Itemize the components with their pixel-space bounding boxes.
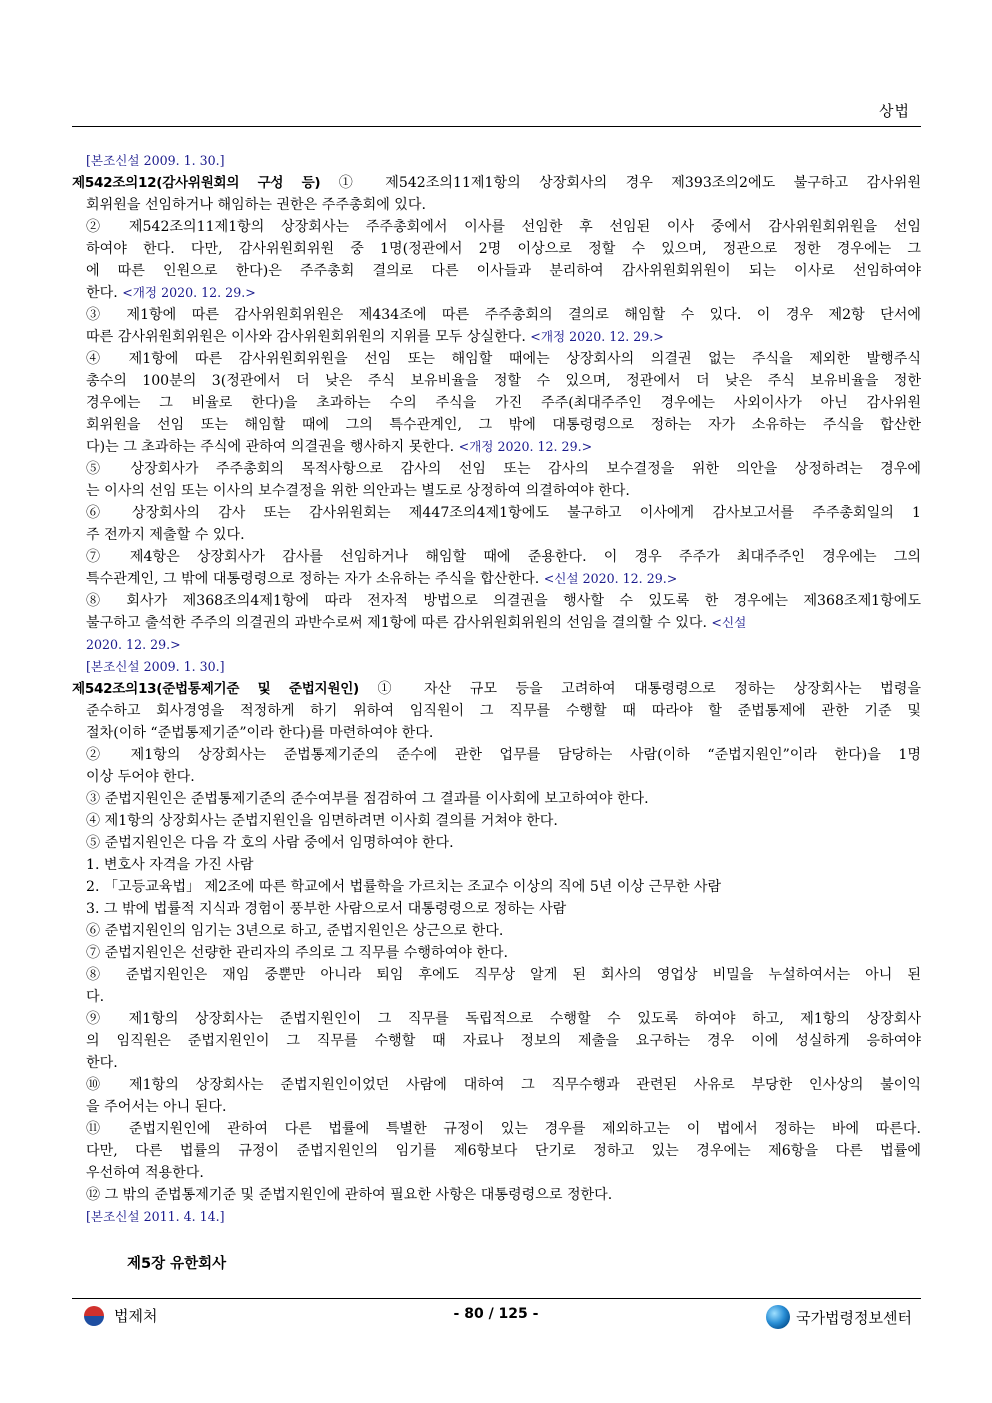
paragraph-line: 절차(이하 “준법통제기준”이라 한다)를 마련하여야 한다.: [86, 725, 434, 741]
paragraph-line: 다)는 그 초과하는 주식에 관하여 의결권을 행사하지 못한다.: [86, 439, 459, 455]
paragraph-line: ⑥ 준법지원인의 임기는 3년으로 하고, 준법지원인은 상근으로 한다.: [86, 923, 504, 939]
paragraph-line: 주 전까지 제출할 수 있다.: [86, 527, 245, 543]
article-heading: 제542조의13(준법통제기준 및 준법지원인): [72, 681, 359, 697]
law-center-logo-icon: [766, 1305, 790, 1329]
document-title: 상법: [879, 102, 910, 120]
paragraph-line: ⑦ 제4항은 상장회사가 감사를 선임하거나 해임할 때에 준용한다. 이 경우 주주가 최대주주인 경우에는 그의: [86, 549, 921, 565]
paragraph-line: ⑥ 상장회사의 감사 또는 감사위원회는 제447조의4제1항에도 불구하고 이사에게 감사보고서를 주주총회일의 1: [86, 505, 921, 521]
page-number: - 80 / 125 -: [453, 1306, 539, 1322]
paragraph-line: 특수관계인, 그 밖에 대통령령으로 정하는 자가 소유하는 주식을 합산한다.: [86, 571, 544, 587]
paragraph-line: ⑪ 준법지원인에 관하여 다른 법률에 특별한 규정이 있는 경우를 제외하고는 이 법에서 정하는 바에 따른다.: [86, 1121, 921, 1137]
amendment-note: <신설: [711, 615, 747, 630]
paragraph-line: ⑧ 준법지원인은 재임 중뿐만 아니라 퇴임 후에도 직무상 알게 된 회사의 영업상 비밀을 누설하여서는 아니 된: [86, 967, 921, 983]
paragraph-line: ⑫ 그 밖의 준법통제기준 및 준법지원인에 관하여 필요한 사항은 대통령령으로 정한다.: [86, 1187, 613, 1203]
law-center-label: 국가법령정보센터: [796, 1308, 912, 1327]
paragraph-line: 회위원을 선임하거나 해임하는 권한은 주주총회에 있다.: [86, 197, 427, 213]
enactment-note: [본조신설 2009. 1. 30.]: [86, 153, 225, 168]
paragraph-line: 는 이사의 선임 또는 이사의 보수결정을 위한 의안과는 별도로 상정하여 의결하여야 한다.: [86, 483, 630, 499]
paragraph-line: ⑤ 상장회사가 주주총회의 목적사항으로 감사의 선임 또는 감사의 보수결정을 위한 의안을 상정하려는 경우에: [86, 461, 921, 477]
list-item: 1. 변호사 자격을 가진 사람: [86, 857, 254, 873]
paragraph-line: 경우에는 그 비율로 한다)을 초과하는 수의 주식을 가진 주주(최대주주인 경우에는 사외이사가 아닌 감사위원: [86, 395, 921, 411]
paragraph-line: ① 자산 규모 등을 고려하여 대통령령으로 정하는 상장회사는 법령을: [358, 681, 921, 697]
paragraph-line: ② 제1항의 상장회사는 준법통제기준의 준수에 관한 업무를 담당하는 사람(이하 “준법지원인”이라 한다)을 1명: [86, 747, 921, 763]
article-heading: 제542조의12(감사위원회의 구성 등): [72, 175, 321, 191]
paragraph-line: 준수하고 회사경영을 적정하게 하기 위하여 임직원이 그 직무를 수행할 때 따라야 할 준법통제에 관한 기준 및: [86, 703, 921, 719]
list-item: 3. 그 밖에 법률적 지식과 경험이 풍부한 사람으로서 대통령령으로 정하는 사람: [86, 901, 567, 917]
paragraph-line: ① 제542조의11제1항의 상장회사의 경우 제393조의2에도 불구하고 감사위원: [320, 175, 921, 191]
amendment-note: <개정 2020. 12. 29.>: [122, 285, 256, 300]
paragraph-line: ⑧ 회사가 제368조의4제1항에 따라 전자적 방법으로 의결권을 행사할 수 있도록 한 경우에는 제368조제1항에도: [86, 593, 921, 609]
paragraph-line: 우선하여 적용한다.: [86, 1165, 204, 1181]
paragraph-line: 한다.: [86, 1055, 118, 1071]
paragraph-line: ③ 제1항에 따른 감사위원회위원은 제434조에 따른 주주총회의 결의로 해임할 수 있다. 이 경우 제2항 단서에: [86, 307, 921, 323]
amendment-note: <개정 2020. 12. 29.>: [458, 439, 593, 454]
paragraph-line: ⑩ 제1항의 상장회사는 준법지원인이었던 사람에 대하여 그 직무수행과 관련된 사유로 부당한 인사상의 불이익: [86, 1077, 921, 1093]
footer-divider: [72, 1298, 921, 1299]
footer-center-logo: [766, 1305, 912, 1329]
paragraph-line: ② 제542조의11제1항의 상장회사는 주주총회에서 이사를 선임한 후 선임된 이사 중에서 감사위원회위원을 선임: [86, 219, 921, 235]
paragraph-line: 의 임직원은 준법지원인이 그 직무를 수행할 때 자료나 정보의 제출을 요구하는 경우 이에 성실하게 응하여야: [86, 1033, 921, 1049]
paragraph-line: ⑦ 준법지원인은 선량한 관리자의 주의로 그 직무를 수행하여야 한다.: [86, 945, 509, 961]
paragraph-line: 하여야 한다. 다만, 감사위원회위원 중 1명(정관에서 2명 이상으로 정할 수 있으며, 정관으로 정한 경우에는 그: [86, 241, 921, 257]
article-542-13: [72, 678, 921, 1228]
paragraph-line: 을 주어서는 아니 된다.: [86, 1099, 227, 1115]
paragraph-line: 회위원을 선임 또는 해임할 때에 그의 특수관계인, 그 밖에 대통령령으로 정하는 자가 소유하는 주식을 합산한: [86, 417, 921, 433]
paragraph-line: 한다.: [86, 285, 123, 301]
document-body: [72, 150, 921, 1228]
paragraph-line: ③ 준법지원인은 준법통제기준의 준수여부를 점검하여 그 결과를 이사회에 보고하여야 한다.: [86, 791, 649, 807]
header-divider: [72, 126, 921, 127]
paragraph-line: ④ 제1항의 상장회사는 준법지원인을 임면하려면 이사회 결의를 거쳐야 한다.: [86, 813, 558, 829]
chapter-heading: 제5장 유한회사: [127, 1256, 227, 1272]
list-item: 2. 「고등교육법」 제2조에 따른 학교에서 법률학을 가르치는 조교수 이상의 직에 5년 이상 근무한 사람: [86, 879, 722, 895]
paragraph-line: ⑤ 준법지원인은 다음 각 호의 사람 중에서 임명하여야 한다.: [86, 835, 454, 851]
ministry-label: 법제처: [114, 1307, 158, 1325]
paragraph-line: ④ 제1항에 따른 감사위원회위원을 선임 또는 해임할 때에는 상장회사의 의결권 없는 주식을 제외한 발행주식: [86, 351, 921, 367]
paragraph-line: 다만, 다른 법률의 규정이 준법지원인의 임기를 제6항보다 단기로 정하고 있는 경우에는 제6항을 다른 법률에: [86, 1143, 921, 1159]
paragraph-line: 에 따른 인원으로 한다)은 주주총회 결의로 다른 이사들과 분리하여 감사위원회위원이 되는 이사로 선임하여야: [86, 263, 921, 279]
paragraph-line: ⑨ 제1항의 상장회사는 준법지원인이 그 직무를 독립적으로 수행할 수 있도록 하여야 하고, 제1항의 상장회사: [86, 1011, 921, 1027]
amendment-note: <개정 2020. 12. 29.>: [530, 329, 664, 344]
enactment-note: [본조신설 2009. 1. 30.]: [86, 659, 225, 674]
amendment-note: 2020. 12. 29.>: [86, 637, 181, 652]
amendment-note: <신설 2020. 12. 29.>: [543, 571, 678, 586]
paragraph-line: 다.: [86, 989, 105, 1005]
paragraph-line: 이상 두어야 한다.: [86, 769, 195, 785]
enactment-note: [본조신설 2011. 4. 14.]: [86, 1209, 225, 1224]
paragraph-line: 불구하고 출석한 주주의 의결권의 과반수로써 제1항에 따른 감사위원회위원의 선임을 결의할 수 있다.: [86, 615, 712, 631]
article-542-12: [72, 172, 921, 678]
paragraph-line: 따른 감사위원회위원은 이사와 감사위원회위원의 지위를 모두 상실한다.: [86, 329, 531, 345]
paragraph-line: 총수의 100분의 3(정관에서 더 낮은 주식 보유비율을 정할 수 있으며, 정관에서 더 낮은 주식 보유비율을 정한: [86, 373, 921, 389]
